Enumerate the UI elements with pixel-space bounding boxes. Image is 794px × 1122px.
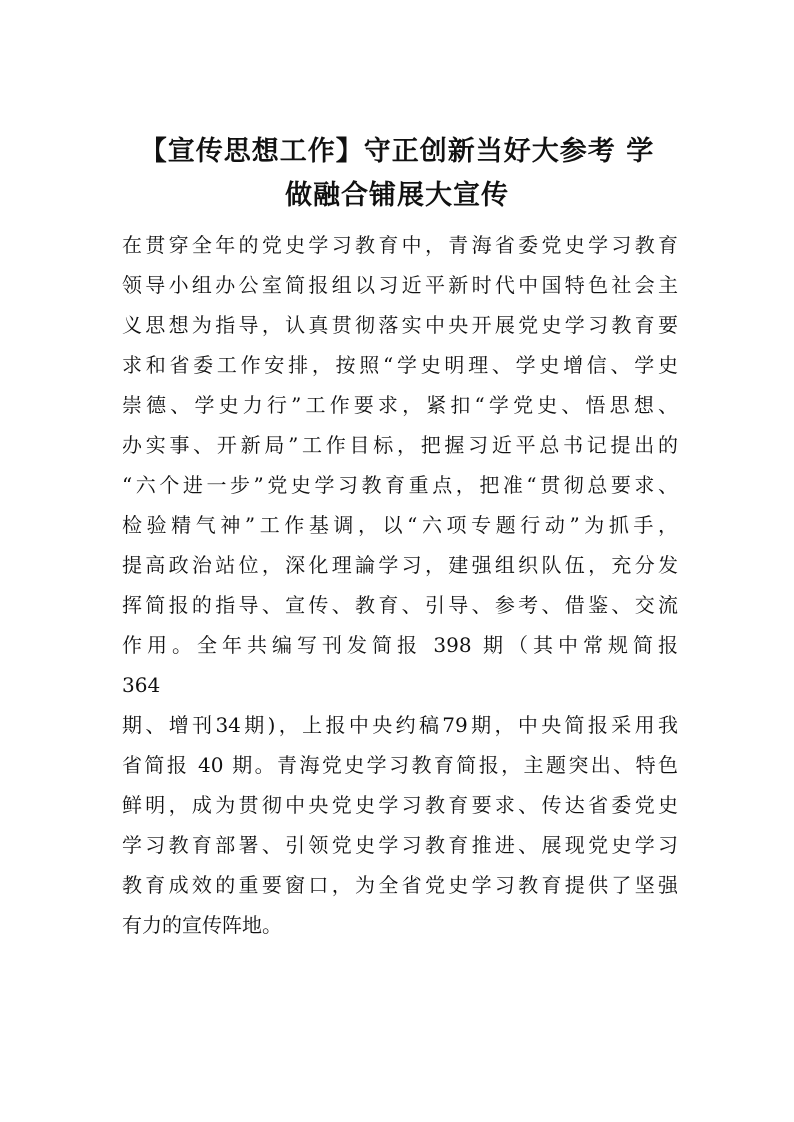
body-line: 鲜明，成为贯彻中央党史学习教育要求、传达省委党史 bbox=[122, 793, 678, 817]
body-paragraph bbox=[122, 225, 678, 945]
body-line: 作用。全年共编写刊发简报 398 期（其中常规简报 bbox=[122, 633, 678, 657]
body-line: 364 bbox=[122, 673, 161, 697]
body-line: 在贯穿全年的党史学习教育中，青海省委党史学习教育 bbox=[122, 233, 678, 257]
body-line: 期、增刊34期)，上报中央约稿79期，中央简报采用我 bbox=[122, 713, 678, 737]
body-line: 有力的宣传阵地。 bbox=[122, 913, 282, 937]
title-line-2: 做融合铺展大宣传 bbox=[285, 180, 509, 211]
body-line: 提高政治站位，深化理論学习，建强组织队伍，充分发 bbox=[122, 553, 678, 577]
body-line: 检验精气神”工作基调，以“六项专题行动”为抓手， bbox=[122, 513, 678, 537]
document-title bbox=[100, 130, 694, 218]
body-line: 挥简报的指导、宣传、教育、引导、参考、借鉴、交流 bbox=[122, 593, 678, 617]
body-line: 教育成效的重要窗口，为全省党史学习教育提供了坚强 bbox=[122, 873, 678, 897]
body-line: “六个进一步”党史学习教育重点，把准“贯彻总要求、 bbox=[122, 473, 678, 497]
body-line: 崇德、学史力行”工作要求，紧扣“学党史、悟思想、 bbox=[122, 393, 678, 417]
body-line: 义思想为指导，认真贯彻落实中央开展党史学习教育要 bbox=[122, 313, 678, 337]
body-line: 学习教育部署、引领党史学习教育推进、展现党史学习 bbox=[122, 833, 678, 857]
body-line: 求和省委工作安排，按照“学史明理、学史增信、学史 bbox=[122, 353, 678, 377]
title-line-1: 【宣传思想工作】守正创新当好大参考 学 bbox=[139, 136, 655, 167]
body-line: 省简报 40 期。青海党史学习教育简报，主题突出、特色 bbox=[122, 753, 678, 777]
body-line: 领导小组办公室简报组以习近平新时代中国特色社会主 bbox=[122, 273, 678, 297]
body-line: 办实事、开新局”工作目标，把握习近平总书记提出的 bbox=[122, 433, 678, 457]
